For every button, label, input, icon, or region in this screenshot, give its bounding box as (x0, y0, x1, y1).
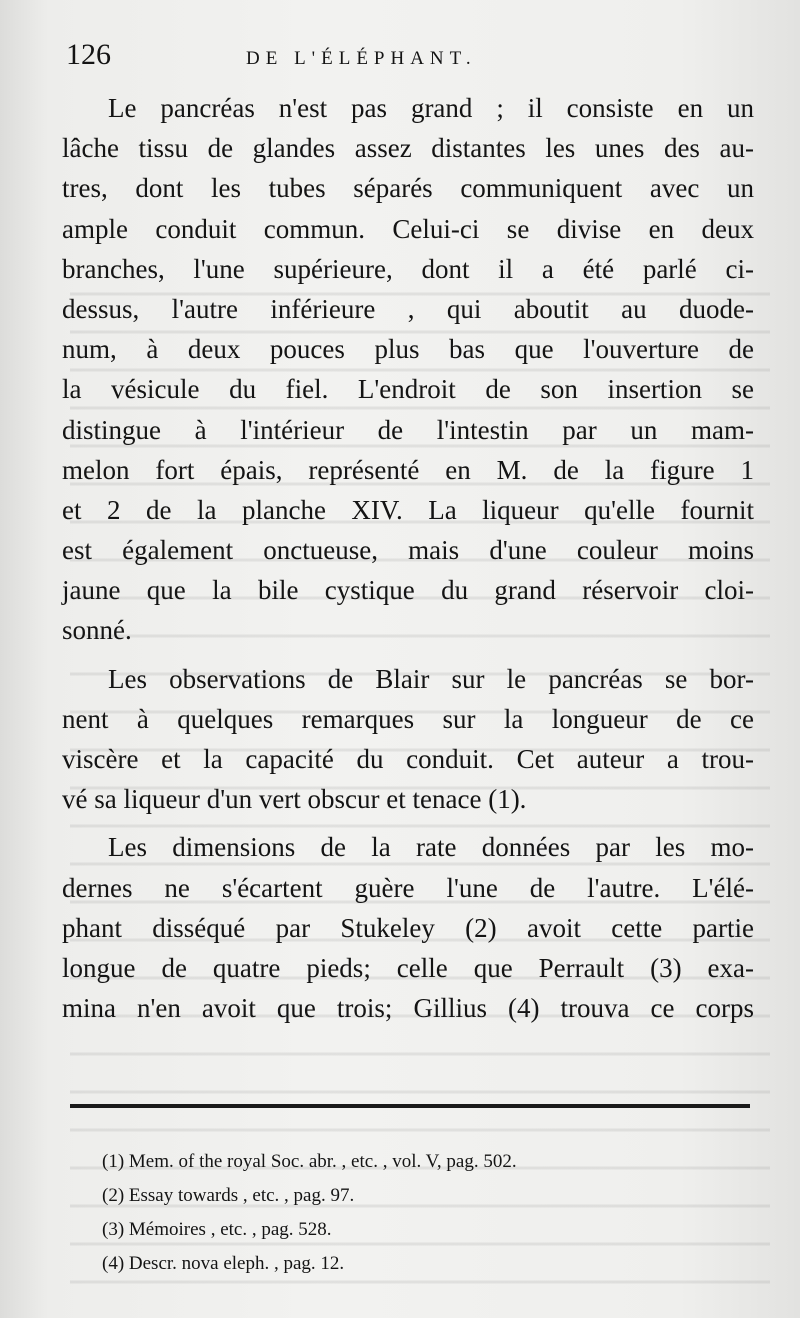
text-line: vé sa liqueur d'un vert obscur et tenace (1). (62, 784, 527, 815)
page-number: 126 (66, 38, 111, 71)
text-line: et 2 de la planche XIV. La liqueur qu'elle fournit (62, 494, 754, 525)
body-text (62, 88, 754, 1028)
text-line: sonné. (62, 615, 132, 646)
page-header (66, 38, 756, 74)
text-line: dessus, l'autre inférieure , qui aboutit au duode- (62, 293, 754, 324)
text-line: melon fort épais, représenté en M. de la figure 1 (62, 454, 754, 485)
text-line: distingue à l'intérieur de l'intestin par un mam- (62, 414, 754, 445)
footnotes (102, 1145, 742, 1281)
text-line: Le pancréas n'est pas grand ; il consiste en un (108, 93, 754, 123)
text-line: nent à quelques remarques sur la longueur de ce (62, 703, 754, 734)
text-line: la vésicule du fiel. L'endroit de son insertion se (62, 374, 754, 405)
text-line: est également onctueuse, mais d'une couleur moins (62, 535, 754, 566)
running-title: DE L'ÉLÉPHANT. (246, 48, 477, 69)
text-line: jaune que la bile cystique du grand réservoir cloi- (62, 575, 754, 606)
text-line: num, à deux pouces plus bas que l'ouverture de (62, 334, 754, 365)
text-line: longue de quatre pieds; celle que Perrault (3) exa- (62, 952, 754, 983)
footnote: (4) Descr. nova eleph. , pag. 12. (102, 1253, 345, 1274)
footnote: (3) Mémoires , etc. , pag. 528. (102, 1219, 332, 1240)
text-line: mina n'en avoit que trois; Gillius (4) trouva ce corps (62, 993, 754, 1024)
footnote: (1) Mem. of the royal Soc. abr. , etc. , vol. V, pag. 502. (102, 1151, 517, 1172)
footnote-rule (70, 1104, 750, 1108)
text-line: Les dimensions de la rate données par les mo- (108, 832, 754, 863)
text-line: tres, dont les tubes séparés communiquent avec un (62, 173, 754, 204)
text-line: phant disséqué par Stukeley (2) avoit cette partie (62, 912, 754, 943)
text-line: viscère et la capacité du conduit. Cet auteur a trou- (62, 744, 754, 774)
text-line: Les observations de Blair sur le pancréas se bor- (108, 663, 754, 694)
text-line: dernes ne s'écartent guère l'une de l'autre. L'élé- (62, 872, 754, 903)
text-line: lâche tissu de glandes assez distantes les unes des au- (62, 133, 754, 164)
text-line: branches, l'une supérieure, dont il a été parlé ci- (62, 253, 754, 284)
text-line: ample conduit commun. Celui-ci se divise en deux (62, 213, 754, 244)
footnote: (2) Essay towards , etc. , pag. 97. (102, 1185, 355, 1206)
